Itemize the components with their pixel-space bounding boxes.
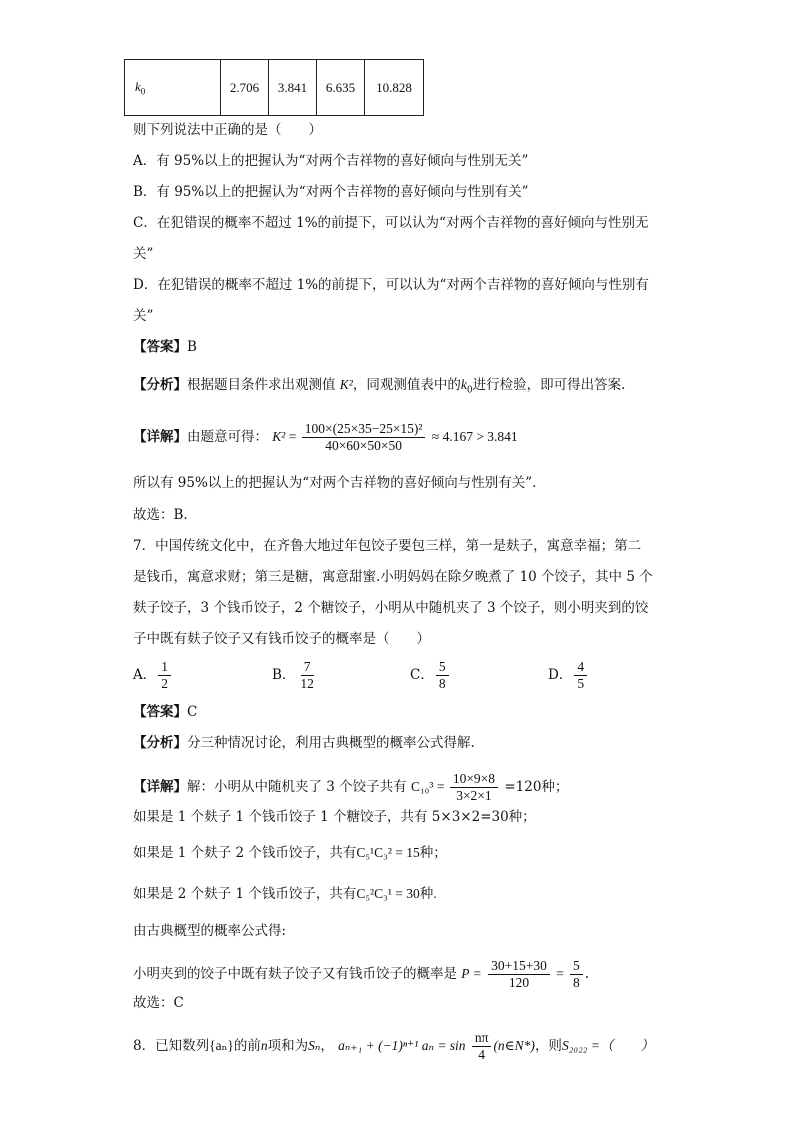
q7-probability: 小明夹到的饺子中既有麸子饺子又有钱币饺子的概率是 P = $\frac{30+15+30}{120}$ = $\frac{5}{8}$ .	[133, 958, 590, 990]
q8-stem: 8．已知数列{aₙ}的前n项和为Sₙ， aₙ₊₁ + (−1)ⁿ⁺¹ aₙ = sin $\frac{n\pi}{4}$ (n∈N*)，则S₂₀₂₂ =（ ）	[133, 1030, 654, 1062]
q6-option-d-line2: 关”	[133, 308, 154, 324]
q7-stem-line3: 麸子饺子，3 个钱币饺子，2 个糖饺子，小明从中随机夹了 3 个饺子，则小明夹到的饺	[133, 600, 649, 616]
q6-answer: 【答案】B	[133, 339, 197, 355]
q6-option-c-line2: 关”	[133, 246, 154, 262]
q6-detail: 【详解】由题意可得： K² = $\frac{\text{100×(25×35−25×15)²}}{40\times 60\times 50\times 50}$ ≈ 4.167 > 3.841	[133, 421, 518, 453]
q7-detail: 【详解】解：小明从中随机夹了 3 个饺子共有 C₁₀³ = $\frac{10\times 9\times 8}{3\times 2\times 1}$ =120种；	[133, 771, 569, 803]
q7-stem-line1: 7．中国传统文化中，在齐鲁大地过年包饺子要包三样，第一是麸子，寓意幸福；第二	[133, 538, 642, 554]
probability-fraction: $\frac{30+15+30}{120}$	[488, 958, 550, 991]
q6-option-b: B．有 95%以上的把握认为“对两个吉祥物的喜好倾向与性别有关”	[133, 184, 529, 200]
q6-choose: 故选：B.	[133, 507, 188, 523]
q7-case3: 如果是 2 个麸子 1 个钱币饺子，共有C₅²C₃¹ = 30种.	[133, 886, 437, 902]
q6-stem: 则下列说法中正确的是（ ）	[133, 122, 322, 138]
table-cell: 2.706	[221, 60, 269, 116]
q6-option-d-line1: D．在犯错误的概率不超过 1%的前提下，可以认为“对两个吉祥物的喜好倾向与性别有	[133, 277, 649, 293]
table-cell: 6.635	[317, 60, 365, 116]
table-row	[125, 60, 424, 116]
q7-option-c: C． $\frac{5}{8}$	[410, 659, 451, 692]
q7-option-b: B． $\frac{7}{12}$	[272, 659, 314, 691]
q7-answer: 【答案】C	[133, 704, 198, 720]
q7-stem-line2: 是钱币，寓意求财；第三是糖，寓意甜蜜.小明妈妈在除夕晚煮了 10 个饺子，其中 5 个	[133, 569, 653, 585]
q7-formula-intro: 由古典概型的概率公式得:	[133, 923, 287, 939]
q7-stem-line4: 子中既有麸子饺子又有钱币饺子的概率是（ ）	[133, 631, 430, 647]
q6-option-c-line1: C．在犯错误的概率不超过 1%的前提下，可以认为“对两个吉祥物的喜好倾向与性别无	[133, 215, 649, 231]
q7-option-a: A． $\frac{1}{2}$	[133, 659, 173, 692]
q7-case2: 如果是 1 个麸子 2 个钱币饺子，共有C₅¹C₃² = 15种；	[133, 845, 447, 861]
k2-fraction: $\frac{\text{100×(25×35−25×15)²}}{40\times 60\times 50\times 50}$	[302, 421, 426, 454]
q7-choose: 故选：C	[133, 995, 184, 1011]
table-cell: 3.841	[269, 60, 317, 116]
q6-option-a: A．有 95%以上的把握认为“对两个吉祥物的喜好倾向与性别无关”	[133, 153, 529, 169]
combination-fraction: $\frac{10\times 9\times 8}{3\times 2\times 1}$	[450, 771, 498, 804]
table-cell: 10.828	[365, 60, 424, 116]
q6-conclusion: 所以有 95%以上的把握认为“对两个吉祥物的喜好倾向与性别有关”.	[133, 475, 537, 491]
critical-value-table	[124, 59, 424, 116]
table-header-k0: $k_0$	[125, 60, 221, 116]
q7-analysis: 【分析】分三种情况讨论，利用古典概型的概率公式得解.	[133, 735, 475, 751]
q7-case1: 如果是 1 个麸子 1 个钱币饺子 1 个糖饺子，共有 5×3×2=30种；	[133, 809, 536, 825]
q6-analysis: 【分析】根据题目条件求出观测值 K²，同观测值表中的$k_0$进行检验，即可得出答案.	[133, 377, 626, 396]
q7-option-d: D． $\frac{4}{5}$	[548, 659, 589, 692]
